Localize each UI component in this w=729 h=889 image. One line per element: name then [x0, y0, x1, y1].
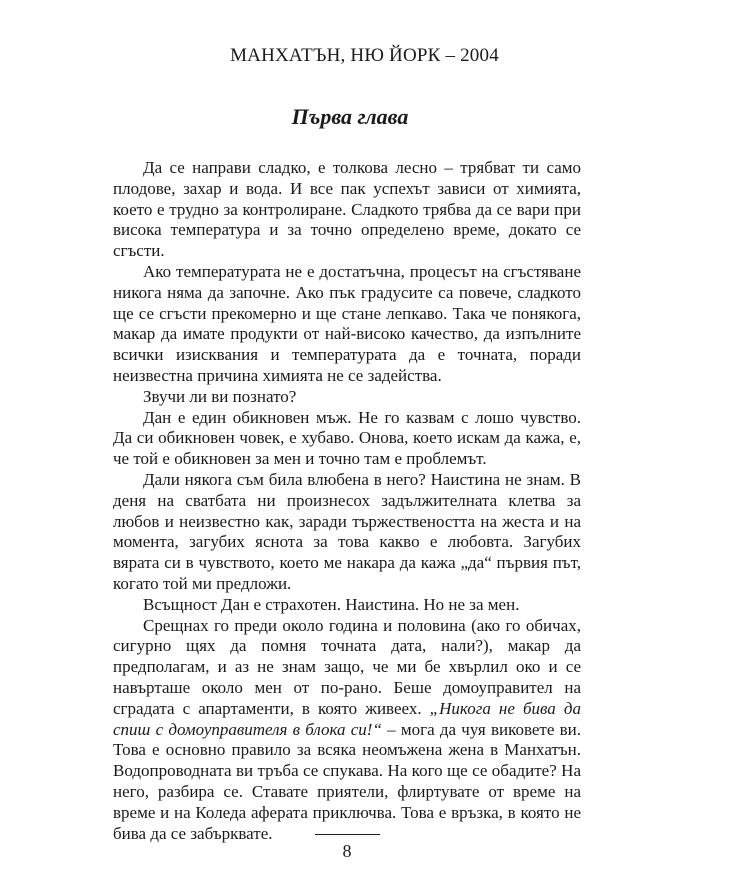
text-segment: Да се направи сладко, е толкова лесно – трябват ти само плодове, захар и вода. И все пак успехът зависи от химията, което е трудно за контролиране. Сладкото трябва да се вари при висока температура и за точно определено време, докато се сгъсти. [113, 158, 581, 261]
running-head: МАНХАТЪН, НЮ ЙОРК – 2004 [230, 45, 499, 66]
footer-rule [315, 834, 380, 835]
paragraph [113, 616, 581, 845]
paragraph [113, 595, 581, 616]
paragraph [113, 470, 581, 595]
text-segment: Всъщност Дан е страхотен. Наистина. Но не за мен. [143, 594, 520, 614]
chapter-title: Първа глава [291, 104, 409, 129]
paragraph [113, 262, 581, 387]
text-segment: Звучи ли ви познато? [143, 386, 297, 406]
text-segment: – мога да чуя виковете ви. Това е основно правило за всяка неомъжена жена в Манхатън. Водопроводната ви тръба се спукава. На кого ще се обадите? На него, разбира се. Ставате приятели, флиртувате от време на време и на Коледа аферата приключва. Това е връзка, в която не бива да се забърквате. [113, 719, 582, 843]
paragraph [113, 387, 581, 408]
text-segment: Дан е един обикновен мъж. Не го казвам с лошо чувство. Да си обикновен човек, е хубаво. Онова, което искам да кажа, е, че той е обикновен за мен и точно там е проблемът. [113, 407, 581, 469]
paragraph [113, 158, 581, 262]
paragraph [113, 408, 581, 470]
text-segment: Срещнах го преди около година и половина (ако го обичах, сигурно щях да помня точната дата, нали?), макар да предполагам, и аз не знам защо, че ми бе хвърлил око и се навърташе около мен от по-рано. Беше домоуправител на сградата с апартаменти, в която живеех. [113, 615, 581, 718]
text-segment: Ако температурата не е достатъчна, процесът на сгъстяване никога няма да започне. Ако пък градусите са повече, сладкото ще се сгъсти прекомерно и ще стане лепкаво. Така че понякога, макар да имате продукти от най-високо качество, да изпълните всички изисквания и температурата да е точната, поради неизвестна причина химията не се задейства. [113, 261, 581, 385]
page-number: 8 [342, 841, 352, 861]
italic-quote: „Никога не бива да спиш с домоуправителя в блока си!“ [113, 698, 581, 739]
text-segment: Дали някога съм била влюбена в него? Наистина не знам. В деня на сватбата ни произнесох задължителната клетва за любов и неизвестно как, заради тържествеността на жеста и на момента, загубих яснота за това какво е любовта. Загубих вярата си в чувството, което ме накара да кажа „да“ първия път, когато той ми предложи. [113, 469, 581, 593]
body-text [113, 158, 581, 844]
